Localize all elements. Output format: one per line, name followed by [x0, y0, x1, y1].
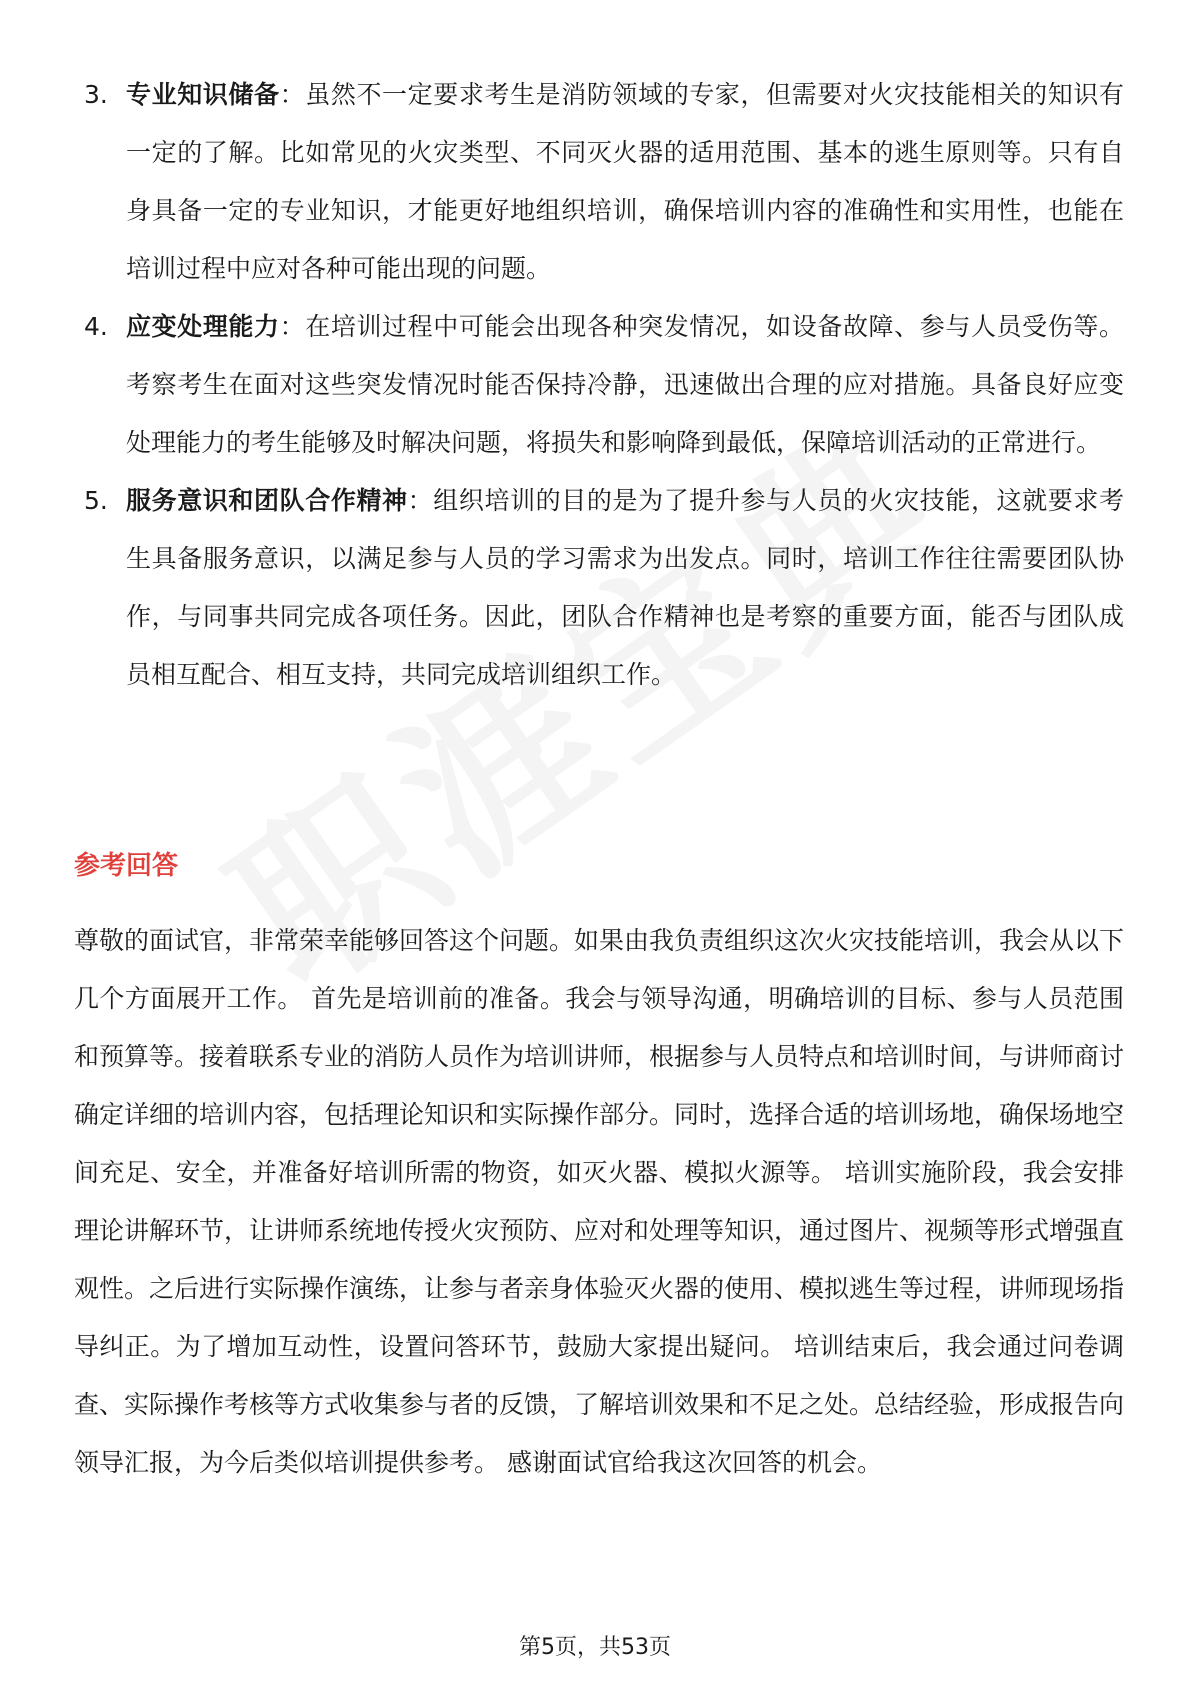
list-item-term: 服务意识和团队合作精神 — [126, 486, 408, 515]
requirements-list — [74, 66, 1124, 704]
list-item-term: 应变处理能力 — [126, 312, 280, 341]
list-item — [74, 298, 1124, 472]
list-item-term: 专业知识储备 — [126, 80, 280, 109]
list-item-text: ：组织培训的目的是为了提升参与人员的火灾技能，这就要求考生具备服务意识，以满足参与人员的学习需求为出发点。同时，培训工作往往需要团队协作，与同事共同完成各项任务。因此，团队合作精神也是考察的重要方面，能否与团队成员相互配合、相互支持，共同完成培训组织工作。 — [126, 486, 1124, 689]
list-item-text: ：虽然不一定要求考生是消防领域的专家，但需要对火灾技能相关的知识有一定的了解。比如常见的火灾类型、不同灭火器的适用范围、基本的逃生原则等。只有自身具备一定的专业知识，才能更好地组织培训，确保培训内容的准确性和实用性，也能在培训过程中应对各种可能出现的问题。 — [126, 80, 1124, 283]
answer-paragraph: 尊敬的面试官，非常荣幸能够回答这个问题。如果由我负责组织这次火灾技能培训，我会从以下几个方面展开工作。 首先是培训前的准备。我会与领导沟通，明确培训的目标、参与人员范围和预算等。接着联系专业的消防人员作为培训讲师，根据参与人员特点和培训时间，与讲师商讨确定详细的培训内容，包括理论知识和实际操作部分。同时，选择合适的培训场地，确保场地空间充足、安全，并准备好培训所需的物资，如灭火器、模拟火源等。 培训实施阶段，我会安排理论讲解环节，让讲师系统地传授火灾预防、应对和处理等知识，通过图片、视频等形式增强直观性。之后进行实际操作演练，让参与者亲身体验灭火器的使用、模拟逃生等过程，讲师现场指导纠正。为了增加互动性，设置问答环节，鼓励大家提出疑问。 培训结束后，我会通过问卷调查、实际操作考核等方式收集参与者的反馈，了解培训效果和不足之处。总结经验，形成报告向领导汇报，为今后类似培训提供参考。 感谢面试官给我这次回答的机会。 — [74, 926, 1125, 1477]
list-item-number: 3. — [84, 80, 108, 109]
list-item — [74, 472, 1124, 704]
list-item-text: ：在培训过程中可能会出现各种突发情况，如设备故障、参与人员受伤等。考察考生在面对这些突发情况时能否保持冷静，迅速做出合理的应对措施。具备良好应变处理能力的考生能够及时解决问题，将损失和影响降到最低，保障培训活动的正常进行。 — [126, 312, 1124, 457]
list-item-number: 5. — [84, 486, 108, 515]
section-heading: 参考回答 — [74, 851, 179, 881]
list-item-number: 4. — [84, 312, 108, 341]
page-footer: 第5页，共53页 — [519, 1635, 671, 1660]
list-item — [74, 66, 1124, 298]
